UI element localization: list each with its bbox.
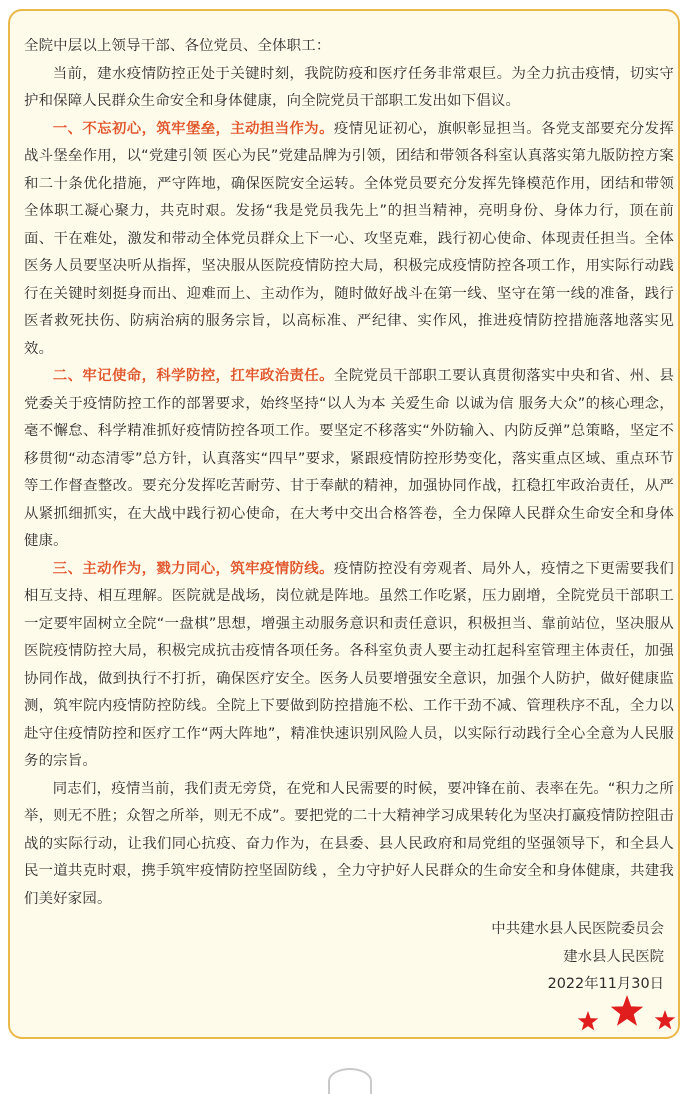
signature-org-hospital: 建水县人民医院 — [563, 948, 664, 965]
signature-block — [491, 916, 664, 999]
section-2-heading: 二、牢记使命，科学防控，扛牢政治责任。 — [52, 368, 334, 384]
section-3 — [24, 556, 674, 776]
signature-org-party: 中共建水县人民医院委员会 — [491, 921, 664, 937]
section-3-body: 疫情防控没有旁观者、局外人，疫情之下更需要我们相互支持、相互理解。医院就是战场，岗位就是阵地。虽然工作吃紧，压力剧增，全院党员干部职工一定要牢固树立全院“一盘棋”思想，增强主动服务意识和责任意识，积极担当、靠前站位，坚决服从医院疫情防控大局，积极完成抗击疫情各项任务。各科室负责人要主动扛起科室管理主体责任，加强协同作战，做到执行不打折，确保医疗安全。医务人员要增强安全意识，加强个人防护，做好健康监测，筑牢院内疫情防控防线。全院上下要做到防控措施不松、工作干劲不减、管理秩序不乱，全力以赴守住疫情防控和医疗工作“两大阵地”，精准快速识别风险人员，以实际行动践行全心全意为人民服务的宗旨。 — [24, 560, 674, 769]
section-1-heading: 一、不忘初心，筑牢堡垒，主动担当作为。 — [52, 120, 334, 137]
signature-date: 2022年11月30日 — [547, 976, 664, 992]
intro-paragraph: 当前，建水疫情防控正处于关键时刻，我院防疫和医疗任务非常艰巨。为全力抗击疫情，切实守护和保障人民群众生命安全和身体健康，向全院党员干部职工发出如下倡议。 — [24, 65, 674, 109]
greeting: 全院中层以上领导干部、各位党员、全体职工： — [24, 38, 331, 54]
star-icon — [655, 1010, 675, 1029]
section-2 — [24, 363, 674, 556]
stars-decoration — [568, 990, 680, 1040]
letter-card — [8, 9, 680, 1039]
bottom-arc-decoration — [328, 1068, 372, 1094]
letter-content — [24, 33, 674, 913]
closing-paragraph: 同志们，疫情当前，我们责无旁贷，在党和人民需要的时候，要冲锋在前、表率在先。“积力之所举，则无不胜；众智之所举，则无不成”。要把党的二十大精神学习成果转化为坚决打赢疫情防控阻击战的实际行动，让我们同心抗疫、奋力作为，在县委、县人民政府和局党组的坚强领导下，和全县人民一道共克时艰，携手筑牢疫情防控坚固防线 ，全力守护好人民群众的生命安全和身体健康，共建我们美好家园。 — [24, 780, 674, 907]
section-1 — [24, 116, 674, 364]
section-2-body: 全院党员干部职工要认真贯彻落实中央和省、州、县党委关于疫情防控工作的部署要求，始终坚持“以人为本 关爱生命 以诚为信 服务大众”的核心理念，毫不懈怠、科学精准抓好疫情防控各项工作。要坚定不移落实“外防输入、内防反弹”总策略，坚定不移贯彻“动态清零”总方针，认真落实“四早”要求，紧跟疫情防控形势变化，落实重点区域、重点环节等工作督查整改。要充分发挥吃苦耐劳、甘于奉献的精神，加强协同作战，扛稳扛牢政治责任，从严从紧抓细抓实，在大战中践行初心使命，在大考中交出合格答卷，全力保障人民群众生命安全和身体健康。 — [24, 368, 674, 549]
star-icon — [578, 1011, 598, 1030]
section-1-body: 疫情见证初心，旗帜彰显担当。各党支部要充分发挥战斗堡垒作用，以“党建引领 医心为民”党建品牌为引领，团结和带领各科室认真落实第九版防控方案和二十条优化措施，严守阵地，确保医院安全运转。全体党员要充分发挥先锋模范作用，团结和带领全体职工凝心聚力，共克时艰。发扬“我是党员我先上”的担当精神，亮明身份、身体力行，顶在前面、干在难处，激发和带动全体党员群众上下一心、攻坚克难，践行初心使命、体现责任担当。全体医务人员要坚决听从指挥，坚决服从医院疫情防控大局，积极完成疫情防控各项工作，用实际行动践行在关键时刻挺身而出、迎难而上、主动作为，随时做好战斗在第一线、坚守在第一线的准备，践行医者救死扶伤、防病治病的服务宗旨，以高标准、严纪律、实作风，推进疫情防控措施落地落实见效。 — [24, 120, 674, 357]
star-icon — [611, 995, 643, 1026]
section-3-heading: 三、主动作为，戮力同心，筑牢疫情防线。 — [52, 560, 334, 577]
